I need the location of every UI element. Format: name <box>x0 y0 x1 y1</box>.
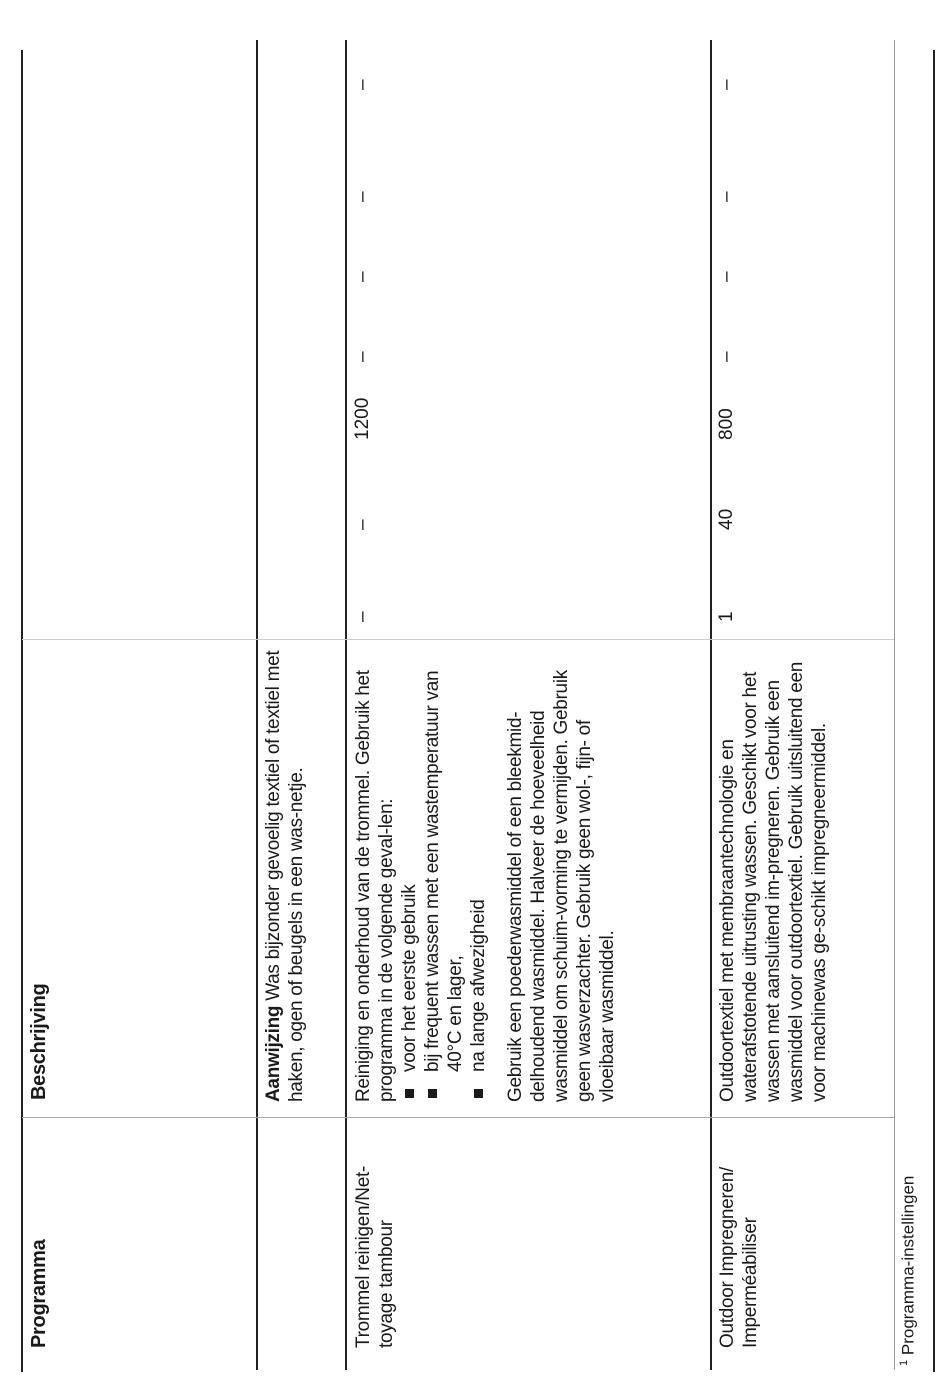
values-divider <box>22 639 894 640</box>
outdoor-value: 800 <box>716 408 737 440</box>
page-right-rule <box>933 50 935 1372</box>
trommel-description <box>352 647 619 1102</box>
trommel-value: – <box>352 519 373 530</box>
trommel-value: – <box>352 271 373 282</box>
trommel-value: – <box>352 611 373 622</box>
list-item: voor het eerste gebruik <box>398 647 421 1102</box>
note-label: Aanwijzing <box>263 1005 284 1102</box>
trommel-bullet-list <box>398 647 490 1102</box>
outdoor-value: – <box>716 191 737 202</box>
header-program: Programma <box>28 1239 50 1348</box>
list-item: bij frequent wassen met een wastemperatuur van 40°C en lager, <box>421 647 467 1102</box>
trommel-value: – <box>352 351 373 362</box>
trommel-program: Trommel reinigen/Net-toyage tambour <box>353 1166 397 1348</box>
rotated-table <box>22 40 922 1370</box>
trommel-value: – <box>352 79 373 90</box>
outdoor-value: – <box>716 79 737 90</box>
footnote-rule <box>894 40 895 1370</box>
header-description: Beschrijving <box>28 983 50 1100</box>
outdoor-top-rule <box>710 40 712 1370</box>
trommel-intro: Reiniging en onderhoud van de trommel. Gebruik het programma in de volgende geval-len: <box>353 670 397 1102</box>
list-item: na lange afwezigheid <box>467 647 490 1102</box>
trommel-value: – <box>352 191 373 202</box>
outdoor-value: – <box>716 351 737 362</box>
trommel-top-rule <box>345 40 347 1370</box>
footnote-marker: 1 <box>898 1359 910 1366</box>
trommel-outro: Gebruik een poederwasmiddel of een bleekmid-delhoudend wasmiddel. Halveer de hoeveelheid wasmiddel om schuim-vorming te vermijden. Gebruik geen wasverzachter. Gebruik geen wol-, fijn- of vloeibaar wasmiddel. <box>505 670 618 1102</box>
footnote <box>898 1176 919 1366</box>
outdoor-value: – <box>716 271 737 282</box>
outdoor-value: 40 <box>716 508 737 530</box>
note-text <box>262 642 308 1102</box>
trommel-value: 1200 <box>352 397 373 440</box>
outdoor-value: 1 <box>716 611 737 622</box>
note-body: Was bijzonder gevoelig textiel of textiel met haken, ogen of beugels in een was-netje. <box>263 650 307 1102</box>
outdoor-description: Outdoortextiel met membraantechnologie en waterafstotende uitrusting wassen. Geschikt voor het wassen met aansluitend im-pregneren. Gebruik een wasmiddel voor outdoortextiel. Gebruik uitsluitend een voor machinewas ge-schikt impregneermiddel. <box>717 661 830 1102</box>
header-bottom-rule <box>256 40 258 1370</box>
outdoor-program: Outdoor Impregneren/ Imperméabiliser <box>717 1167 761 1348</box>
column-divider <box>22 1117 894 1118</box>
footnote-text: Programma-instellingen <box>898 1175 918 1356</box>
